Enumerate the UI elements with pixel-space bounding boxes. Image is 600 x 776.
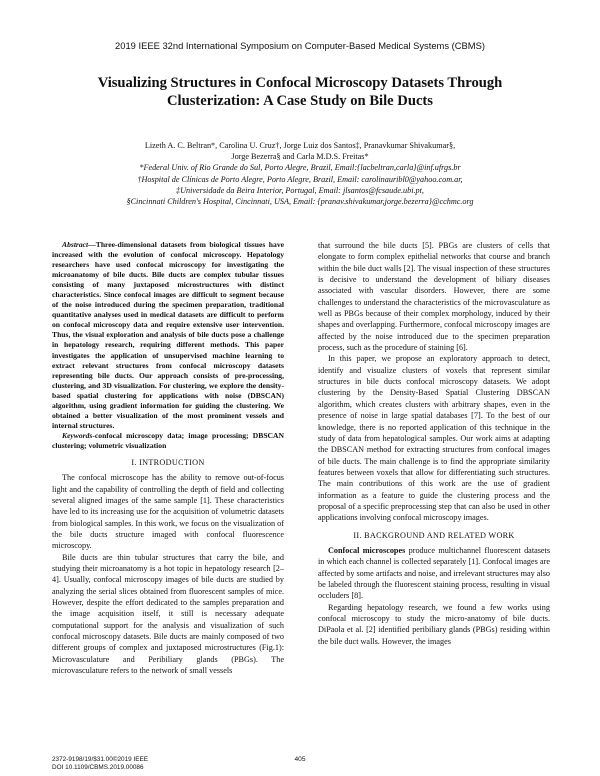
paragraph: that surround the bile ducts [5]. PBGs are clusters of cells that elongate to form complex epithelial networks that course and branch within the bile duct walls [2]. The visual inspection of these structures is decisive to understand the development of biliary diseases associated with vascular disorders. However, there are some challenges to understand the characteristics of the microvasculature as well as PBGs because of their complex morphology, induced by their shapes and overlapping. Furthermore, confocal microscopy images are affected by the noise introduced due to the specimen preparation process, such as the procedure of staining [6]. — [318, 241, 550, 353]
right-column — [318, 240, 550, 647]
isbn-line: 2372-9198/19/$31.00©2019 IEEE — [52, 756, 149, 763]
section-heading-background: II. BACKGROUND AND RELATED WORK — [353, 530, 515, 540]
keywords-text: -confocal microscopy data; image processing; DBSCAN clustering; volumetric visualization — [52, 430, 284, 450]
term-bold: Confocal microscopes — [328, 545, 406, 555]
affiliation-2: †Hospital de Clínicas de Porto Alegre, Porto Alegre, Brazil, Email: carolinauribl0@yahoo.com.ar, — [137, 174, 463, 184]
affiliation-1: *Federal Univ. of Rio Grande do Sul, Porto Alegre, Brazil, Email:{lacbeltran,carla}@inf.ufrgs.br — [139, 163, 461, 173]
conference-header: 2019 IEEE 32nd International Symposium on Computer-Based Medical Systems (CBMS) — [115, 40, 485, 51]
paper-title: Visualizing Structures in Confocal Microscopy Datasets Through Clusterization: A Case Study on Bile Ducts — [97, 75, 503, 109]
paragraph-text: produce multichannel fluorescent datasets in which each channel is collected separately [1]. Confocal images are affected by some artifacts and noise, and irrelevant structures may also be labeled through the fluorescent staining process, resulting in visual occluders [8]. — [318, 545, 551, 601]
section-heading-introduction: I. INTRODUCTION — [131, 457, 205, 467]
keywords — [52, 431, 284, 451]
authors-line-1: Lizeth A. C. Beltran*, Carolina U. Cruz†, Jorge Luiz dos Santos‡, Pranavkumar Shivakumar§, — [144, 141, 456, 150]
paragraph: In this paper, we propose an exploratory approach to detect, identify and visualize clusters of voxels that represent similar structures in bile ducts confocal microscopy datasets. We adopt clustering by the Density-Based Spatial Clustering DBSCAN algorithm, which creates clusters with arbitrary shapes, even in the presence of noise in large spatial databases [7]. To the best of our knowledge, there is no reported application of this technique in the study of data from hepatological samples. Our work aims at adapting the DBSCAN method for extracting structures from confocal images of bile ducts. The main challenge is to find the appropriate similarity features between voxels that allow for differentiating such structures. The main contributions of this work are the use of gradient information as a feature to guide the clustering process and the proposal of a specific preprocessing step that can also be used in other applications involving confocal microscopy images. — [318, 354, 550, 523]
abstract-text: —Three-dimensional datasets from biological tissues have increased with the evolution of confocal microscopy. Hepatology researchers have used confocal microscopy for investigating the microanatomy of bile ducts. Bile ducts are complex tubular tissues consisting of many juxtaposed microstructures with distinct characteristics. Since confocal images are difficult to segment because of the noise introduced during the specimen preparation, traditional quantitative analyses used in medical datasets are difficult to perform on confocal microscopy data and require extensive user intervention. Thus, the visual exploration and analysis of bile ducts pose a challenge in hepatology research, requiring different methods. This paper investigates the application of unsupervised machine learning to extract relevant structures from confocal microscopy datasets representing bile ducts. Our approach consists of pre-processing, clustering, and 3D visualization. For clustering, we explore the density-based spatial clustering for applications with noise (DBSCAN) algorithm, using gradient information for guiding the clustering. We obtained a better visualization of the most prominent vessels and internal structures. — [52, 240, 284, 430]
paragraph — [318, 545, 550, 602]
paragraph: The confocal microscope has the ability to remove out-of-focus light and the capability of controlling the depth of field and collecting several aligned images of the same sample [1]. These characteristics have led to its increasing use for the acquisition of volumetric datasets from biological samples. In this work, we focus on the visualization of the bile ducts structure imaged with confocal fluorescence microscopy. — [52, 473, 284, 551]
affiliation-4: §Cincinnati Children's Hospital, Cincinnati, USA, Email: {pranav.shivakumar,jorge.bezerra}@cchmc.org — [126, 197, 474, 207]
paragraph: Bile ducts are thin tubular structures that carry the bile, and studying their microanatomy is a hot topic in hepatology research [2–4]. Usually, confocal microscopy images of bile ducts are studied by analyzing the serial slices obtained from fluorescent samples of mice. However, despite the effort dedicated to the samples preparation and the image acquisition itself, it still is necessary adequate computational support for the analysis and visualization of such confocal microscopy datasets. Bile ducts are mainly composed of two different groups of complex and juxtaposed microstructures (Fig.1): Microvasculature and Peribiliary glands (PBGs). The microvasculature refers to the network of small vessels — [52, 552, 284, 676]
abstract-label: Abstract — [62, 240, 89, 249]
left-column — [52, 240, 284, 677]
author-block — [50, 140, 550, 207]
abstract — [52, 240, 284, 431]
paragraph: Regarding hepatology research, we found a few works using confocal microscopy to study the micro-anatomy of bile ducts. DiPaola et al. [2] identified peribiliary glands (PBGs) residing within the bile duct walls. However, the images — [318, 602, 550, 646]
authors-line-2: Jorge Bezerra§ and Carla M.D.S. Freitas* — [231, 152, 369, 162]
affiliation-3: ‡Universidade da Beira Interior, Portugal, Email: jlsantos@fcsaude.ubi.pt, — [176, 185, 424, 195]
keywords-label: Keywords — [62, 430, 93, 440]
page-number: 405 — [294, 756, 306, 763]
doi-line: DOI 10.1109/CBMS.2019.00086 — [52, 764, 144, 771]
